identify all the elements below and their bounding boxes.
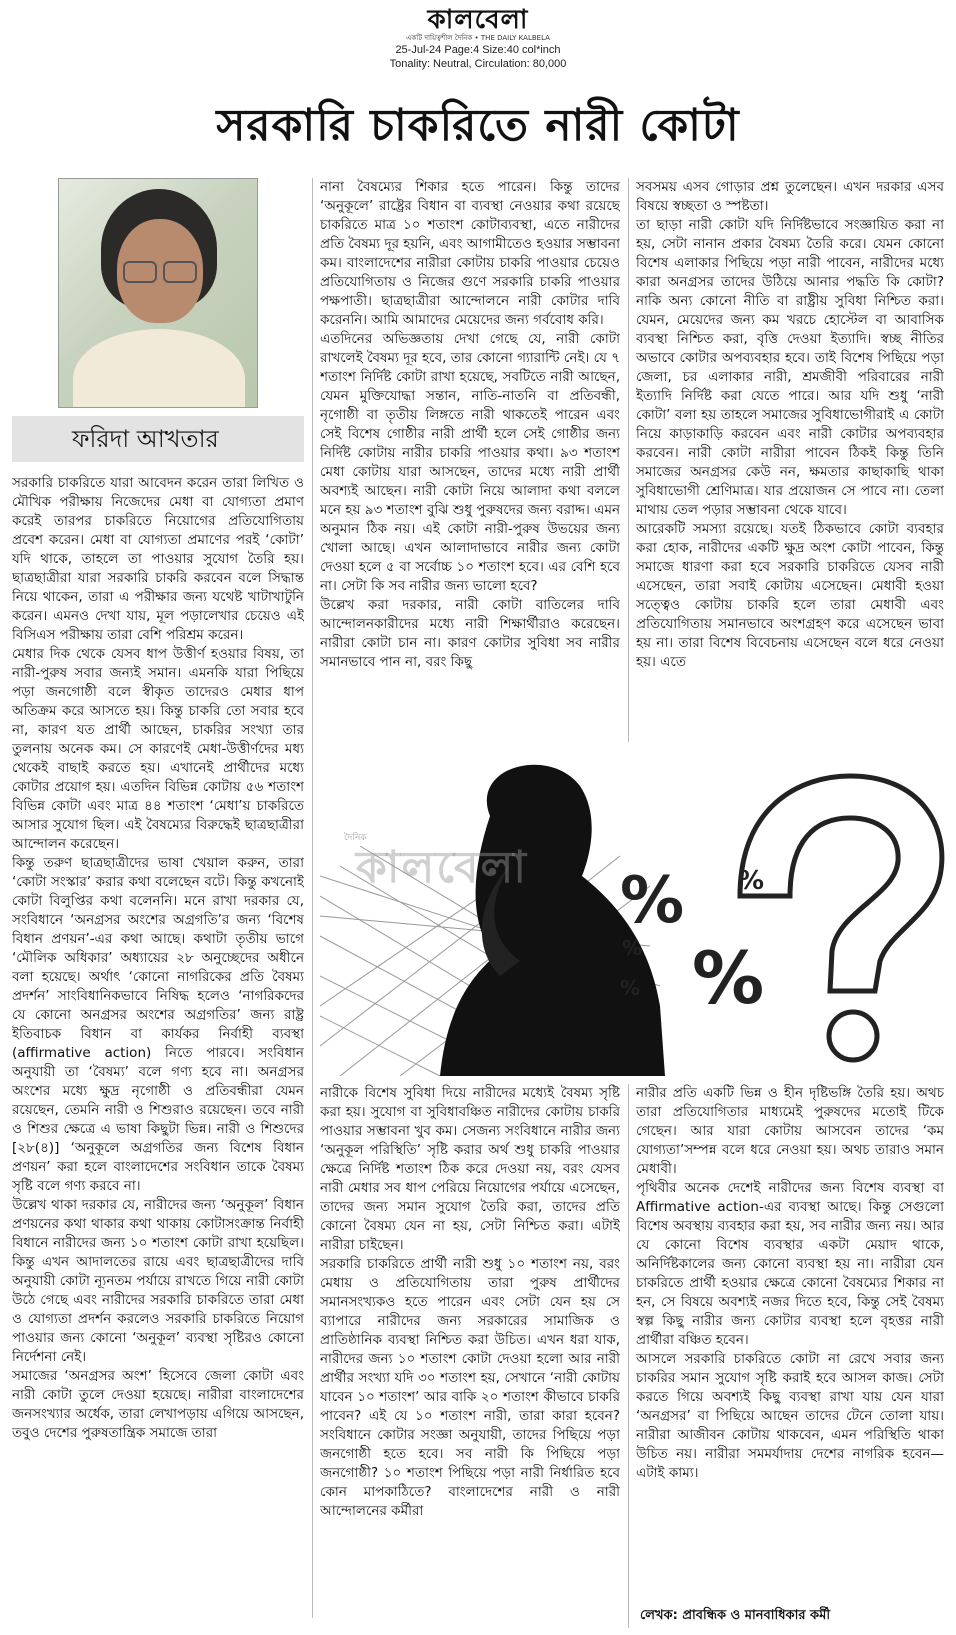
- article-headline: সরকারি চাকরিতে নারী কোটা: [216, 100, 740, 151]
- article-column-3-bottom: [636, 1084, 944, 1600]
- percent-symbol: %: [738, 866, 765, 896]
- author-photo: [58, 178, 258, 408]
- author-name: ফরিদা আখতার: [72, 425, 219, 453]
- article-column-2-bottom: [320, 1084, 620, 1628]
- article-column-2-top: [320, 178, 620, 742]
- article-column-3-top: [636, 178, 944, 742]
- article-column-1: [12, 474, 304, 1624]
- paragraph: আরেকটি সমস্যা রয়েছে। যতই ঠিকভাবে কোটা ব্যবহার করা হোক, নারীদের একটি ক্ষুদ্র অংশ কোটা পাবেন, কিন্তু সমাজে ধারণা করা হবে সরকারি চাকরিতে যেসব নারী এসেছেন, তারা সবাই কোটায় এসেছেন। মেধাবী হওয়া সত্ত্বেও কোটায় চাকরি হলে তারা মেধাবী এবং প্রতিযোগিতায় সমানভাবে অংশগ্রহণ করে এসেছেন ভাবা হয় না। তারা বিশেষ বিবেচনায় এসেছেন বলে ধরে নেওয়া হয়। এতে: [636, 521, 944, 670]
- paragraph: উল্লেখ করা দরকার, নারী কোটা বাতিলের দাবি আন্দোলনকারীদের মধ্যে নারী শিক্ষার্থীরাও করেছেন। নারীরা কোটা চান না। কারণ কোটার সুবিধা সব নারীর সমানভাবে পান না, বরং কিছু: [320, 597, 620, 670]
- paragraph: পৃথিবীর অনেক দেশেই নারীদের জন্য বিশেষ ব্যবস্থা বা Affirmative action-এর ব্যবস্থা আছে। কিন্তু সেগুলো বিশেষ অবস্থায় ব্যবহার করা হয়, সব নারীর জন্য নয়। আর যে কোনো বিশেষ ব্যবস্থার একটা মেয়াদ থাকে, অনির্দিষ্টকালের জন্য কোনো ব্যবস্থা হয় না। নারীরা যেন চাকরিতে প্রার্থী হওয়ার ক্ষেত্রে কোনো বৈষম্যের শিকার না হন, সে বিষয়ে অবশ্যই নজর দিতে হবে, কিন্তু সেই বৈষম্য স্বল্প কিছু নারীর জন্য কোটার ব্যবস্থা হলে বৃহত্তর নারী প্রার্থীরা বঞ্চিত হবেন।: [636, 1180, 944, 1348]
- percent-symbol: %: [620, 864, 685, 938]
- paragraph: তা ছাড়া নারী কোটা যদি নির্দিষ্টভাবে সংজ্ঞায়িত করা না হয়, সেটা নানান প্রকার বৈষম্য তৈরি করে। যেমন কোনো বিশেষ এলাকার পিছিয়ে পড়া নারী পাবেন, নারীদের মধ্যে কারা অনগ্রসর তাদের উঠিয়ে আনার পদ্ধতি কি কোটা? নাকি অন্য কোনো নীতি বা রাষ্ট্রীয় সুবিধা নিশ্চিত করা। যেমন, মেয়েদের জন্য কম খরচে হোস্টেল বা আবাসিক ব্যবস্থা নিশ্চিত করা, বৃত্তি দেওয়া ইত্যাদি। স্বচ্ছ নীতির অভাবে কোটার অপব্যবহার হবে। তাই বিশেষ পিছিয়ে পড়া জেলা, চর এলাকার নারী, শ্রমজীবী পরিবারের নারী ইত্যাদি নির্দিষ্ট করা যেতে পারে। আর যদি শুধু ‘নারী কোটা’ বলা হয় তাহলে সমাজের সুবিধাভোগীরাই এ কোটা নিয়ে কাড়াকাড়ি করবেন এবং নারী কোটার অপব্যবহার করবেন। নারী কোটা নারীরা পাবেন ঠিকই কিন্তু তিনি সমাজের অনগ্রসর কেউ নন, ক্ষমতার কাছাকাছি থাকা সুবিধাভোগী শ্রেণিমাত্র। যার প্রয়োজন সে পাবে না। তেলা মাথায় তেল পড়ার সম্ভাবনা থেকে যাবে।: [636, 217, 944, 518]
- watermark-logo: কালবেলা: [356, 842, 529, 893]
- paragraph: উল্লেখ থাকা দরকার যে, নারীদের জন্য ‘অনুকূল’ বিধান প্রণয়নের কথা থাকার কথা থাকায় কোটাসংক্রান্ত নির্বাহী বিধানে নারীদের জন্য ১০ শতাংশ কোটা রাখা হয়েছিল। কিন্তু এখন আদালতের রায়ে এবং ছাত্রছাত্রীদের দাবি অনুযায়ী কোটা ন্যূনতম পর্যায়ে রাখতে গিয়ে নারী কোটা উঠে গেছে এবং নারীদের সরকারি চাকরিতে তারা মেধা ও যোগ্যতা প্রদর্শন করলেও সরকারি চাকরিতে নিয়োগ পাওয়ার জন্য কোনো ‘অনুকূল’ ব্যবস্থা সৃষ্টিরও কোনো নির্দেশনা নেই।: [12, 1197, 304, 1365]
- author-note: লেখক: প্রাবন্ধিক ও মানবাধিকার কর্মী: [640, 1608, 831, 1623]
- percent-symbol: %: [622, 936, 643, 960]
- column-divider: [312, 178, 313, 1618]
- paragraph: সরকারি চাকরিতে প্রার্থী নারী শুধু ১০ শতাংশ নয়, বরং মেধায় ও প্রতিযোগিতায় তারা পুরুষ প্রার্থীদের সমানসংখ্যকও হতে পারেন এবং সেটা যেন হয় সে ব্যাপারে নারীদের জন্য সরকারের সামাজিক ও প্রাতিষ্ঠানিক ব্যবস্থা নিশ্চিত করা উচিত। এখন ধরা যাক, নারীদের জন্য ১০ শতাংশ কোটা দেওয়া হলো আর নারী প্রার্থীর সংখ্যা যদি ৩০ শতাংশ হয়, সেখানে ‘নারী কোটায় যাবেন ১০ শতাংশ’ আর বাকি ২০ শতাংশ কীভাবে চাকরি পাবেন? এই যে ১০ শতাংশ নারী, তারা কারা হবেন? সংবিধানে কোটার সংজ্ঞা অনুযায়ী, তাদের পিছিয়ে পড়া জনগোষ্ঠী হতে হবে। সব নারী কি পিছিয়ে পড়া জনগোষ্ঠী? ১০ শতাংশ পিছিয়ে পড়া নারী নির্ধারিত হবে কোন মাপকাঠিতে? বাংলাদেশের নারী ও নারী আন্দোলনের কর্মীরা: [320, 1256, 620, 1519]
- paragraph: সমাজের ‘অনগ্রসর অংশ’ হিসেবে জেলা কোটা এবং নারী কোটা তুলে দেওয়া হয়েছে। নারীরা বাংলাদেশের জনসংখ্যার অর্ধেক, তারা লেখাপড়ায় এগিয়ে আসছেন, তবুও দেশের পুরুষতান্ত্রিক সমাজে তারা: [12, 1368, 304, 1441]
- newspaper-tagline: একটি দায়িত্বশীল দৈনিক • THE DAILY KALBELA: [406, 34, 550, 42]
- masthead: [0, 6, 956, 71]
- percent-symbol: %: [692, 936, 765, 1020]
- clipping-meta-tonality: Tonality: Neutral, Circulation: 80,000: [389, 58, 567, 70]
- clipping-meta-date-page: 25-Jul-24 Page:4 Size:40 col*inch: [395, 44, 561, 56]
- paragraph: সবসময় এসব গোড়ার প্রশ্ন তুলেছেন। এখন দরকার এসব বিষয়ে স্বচ্ছতা ও স্পষ্টতা।: [636, 179, 944, 214]
- column-divider: [628, 1084, 629, 1628]
- percent-symbol: %: [620, 976, 641, 1000]
- column-divider: [628, 178, 629, 742]
- watermark-small: দৈনিক: [344, 833, 367, 843]
- author-byline: [12, 416, 304, 462]
- illustration: [320, 746, 956, 1076]
- paragraph: আসলে সরকারি চাকরিতে কোটা না রেখে সবার জন্য চাকরির সমান সুযোগ সৃষ্টি করাই হবে আসল কাজ। সেটা করতে গিয়ে অবশ্যই কিছু ব্যবস্থা রাখা যায় যেন যারা ‘অনগ্রসর’ বা পিছিয়ে আছেন তাদের টেনে তোলা যায়। নারীরা আজীবন কোটায় থাকবেন, এমন পরিস্থিতি থাকা উচিত নয়। নারীরা সমমর্যাদায় দেশের নাগরিক হবেন—এটাই কাম্য।: [636, 1351, 944, 1481]
- paragraph: নানা বৈষম্যের শিকার হতে পারেন। কিন্তু তাদের ‘অনুকূলে’ রাষ্ট্রের বিধান বা ব্যবস্থা নেওয়ার কথা রয়েছে চাকরিতে মাত্র ১০ শতাংশ কোটাব্যবস্থা, এতে নারীদের প্রতি বৈষম্য দূর হয়নি, এবং আগামীতেও হওয়ার সম্ভাবনা কম। বাংলাদেশের নারীরা কোটায় চাকরি পাওয়ার চেয়েও প্রতিযোগিতায় ও নিজের গুণে সরকারি চাকরি পাওয়ার পক্ষপাতী। ছাত্রছাত্রীরা আন্দোলনে নারী কোটার দাবি করেননি। আমি আমাদের মেয়েদের জন্য গর্ববোধ করি।: [320, 179, 620, 328]
- paragraph: কিন্তু তরুণ ছাত্রছাত্রীদের ভাষা খেয়াল করুন, তারা ‘কোটা সংস্কার’ করার কথা বলেছেন বটে। কিন্তু কখনোই কোটা বিলুপ্তির কথা বলেননি। মনে রাখা দরকার যে, সংবিধানে ‘অনগ্রসর অংশের অগ্রগতি’র জন্য ‘বিশেষ বিধান প্রণয়ন’-এর কথা আছে। কথাটা তৃতীয় ভাগে ‘মৌলিক অধিকার’ অধ্যায়ের ২৮ অনুচ্ছেদের অধীনে বলা হয়েছে। অর্থাৎ ‘কোনো নাগরিকের প্রতি বৈষম্য প্রদর্শন’ সাংবিধানিকভাবে নিষিদ্ধ হলেও ‘নাগরিকদের যে কোনো অনগ্রসর অংশের অগ্রগতির’ জন্য রাষ্ট্র ইতিবাচক বিধান বা কার্যকর নির্বাহী ব্যবস্থা (affirmative action) নিতে পারবে। সংবিধান অনুযায়ী তা ‘বৈষম্য’ বলে গণ্য হবে না। অনগ্রসর অংশের মধ্যে ক্ষুদ্র নৃগোষ্ঠী ও প্রতিবন্ধীরা যেমন রয়েছেন, তেমনি নারী ও শিশুরাও রয়েছেন। তবে নারী ও শিশুর ক্ষেত্রে এ ভাষা কিছুটা ভিন্ন। নারী ও শিশুদের [২৮(৪)] ‘অনুকূলে অগ্রগতির জন্য বিশেষ বিধান প্রণয়ন’ করা হলে বাংলাদেশের সংবিধান তাকে বৈষম্য সৃষ্টি বলে গণ্য করবে না।: [12, 855, 304, 1194]
- paragraph: এতদিনের অভিজ্ঞতায় দেখা গেছে যে, নারী কোটা রাখলেই বৈষম্য দূর হবে, তার কোনো গ্যারান্টি নেই। যে ৭ শতাংশ নির্দিষ্ট কোটা রাখা হয়েছে, সবটিতে নারী আছেন, যেমন মুক্তিযোদ্ধা সন্তান, নাতি-নাতনি বা প্রতিবন্ধী, নৃগোষ্ঠী বা তৃতীয় লিঙ্গতে নারী থাকতেই পারেন এবং সেই বিশেষ গোষ্ঠীর নারী প্রার্থী হলে সেই গোষ্ঠীর জন্য নির্দিষ্ট কোটায় নারীর চাকরি পাওয়ার কথা। ৯৩ শতাংশ মেধা কোটায় যারা আসছেন, তাদের মধ্যে নারী প্রার্থী অবশ্যই আছেন। নারী কোটা নিয়ে আলাদা কথা বললে মনে হয় ৯৩ শতাংশ বুঝি শুধু পুরুষদের জন্য বরাদ্দ। এমন অনুমান ঠিক নয়। এই কোটা নারী-পুরুষ উভয়ের জন্য খোলা আছে। এখন আলাদাভাবে নারীর জন্য কোটা দেওয়া হলে ৫ বা সর্বোচ্চ ১০ শতাংশ হবে। এর বেশি হবে না। সেটা কি সব নারীর জন্য ভালো হবে?: [320, 331, 620, 594]
- paragraph: নারীর প্রতি একটি ভিন্ন ও হীন দৃষ্টিভঙ্গি তৈরি হয়। অথচ তারা প্রতিযোগিতার মাধ্যমেই পুরুষদের মতোই টিকে গেছেন। আর যারা কোটায় আসবেন তাদের ‘কম যোগ্যতা’সম্পন্ন বলে ধরে নেওয়া হয়। অথচ তারাও সমান মেধাবী।: [636, 1085, 944, 1177]
- paragraph: সরকারি চাকরিতে যারা আবেদন করেন তারা লিখিত ও মৌখিক পরীক্ষায় নিজেদের মেধা বা যোগ্যতা প্রমাণ করেই তারপর চাকরিতে নিয়োগের প্রতিযোগিতায় প্রবেশ করেন। মেধা বা যোগ্যতা প্রমাণের পরই ‘কোটা’ যদি থাকে, তাহলে তা পাওয়ার সুযোগ তৈরি হয়। ছাত্রছাত্রীরা যারা সরকারি চাকরি করবেন বলে সিদ্ধান্ত নিয়ে থাকেন, তারা এ পরীক্ষার জন্য যথেষ্ট খাটাখাটুনি করেন। এমনও দেখা যায়, মূল পড়ালেখার চেয়েও এই বিসিএস পরীক্ষায় তারা বেশি পরিশ্রম করেন।: [12, 475, 304, 643]
- newspaper-logo: কালবেলা: [427, 5, 529, 35]
- paragraph: মেধার দিক থেকে যেসব ধাপ উত্তীর্ণ হওয়ার বিষয়, তা নারী-পুরুষ সবার জন্যই সমান। এমনকি যারা পিছিয়ে পড়া জনগোষ্ঠী বলে স্বীকৃত তাদেরও মেধার ধাপ অতিক্রম করে আসতে হয়। কিন্তু চাকরি তো সবার হবে না, কারণ যত প্রার্থী আছেন, চাকরির সংখ্যা তার তুলনায় অনেক কম। সে কারণেই মেধা-উত্তীর্ণদের মধ্য থেকেই বাছাই করতে হয়। এখানেই প্রার্থীদের মধ্যে কোটার প্রয়োগ হয়। এতদিন বিভিন্ন কোটায় ৫৬ শতাংশ বিভিন্ন কোটা এবং মাত্র ৪৪ শতাংশ ‘মেধা’য় চাকরিতে আসার সুযোগ ছিল। এই বৈষম্যের বিরুদ্ধেই ছাত্রছাত্রীরা আন্দোলন করেছেন।: [12, 646, 304, 852]
- paragraph: নারীকে বিশেষ সুবিধা দিয়ে নারীদের মধ্যেই বৈষম্য সৃষ্টি করা হয়। সুযোগ বা সুবিধাবঞ্চিত নারীদের কোটায় চাকরি পাওয়ার সম্ভাবনা খুব কম। সেজন্য সংবিধানে নারীর জন্য ‘অনুকূল পরিস্থিতি’ সৃষ্টি করার অর্থ শুধু চাকরি পাওয়ার ক্ষেত্রে নির্দিষ্ট শতাংশ ঠিক করে দেওয়া নয়, বরং যেসব নারী মেধার সব ধাপ পেরিয়ে নিয়োগের পর্যায়ে এসেছেন, তাদের জন্য সমান সুযোগ তৈরি করা, তাদের প্রতি কোনো বৈষম্য যেন না হয়, সেটা নিশ্চিত করা। এটাই নারীরা চাইছেন।: [320, 1085, 620, 1253]
